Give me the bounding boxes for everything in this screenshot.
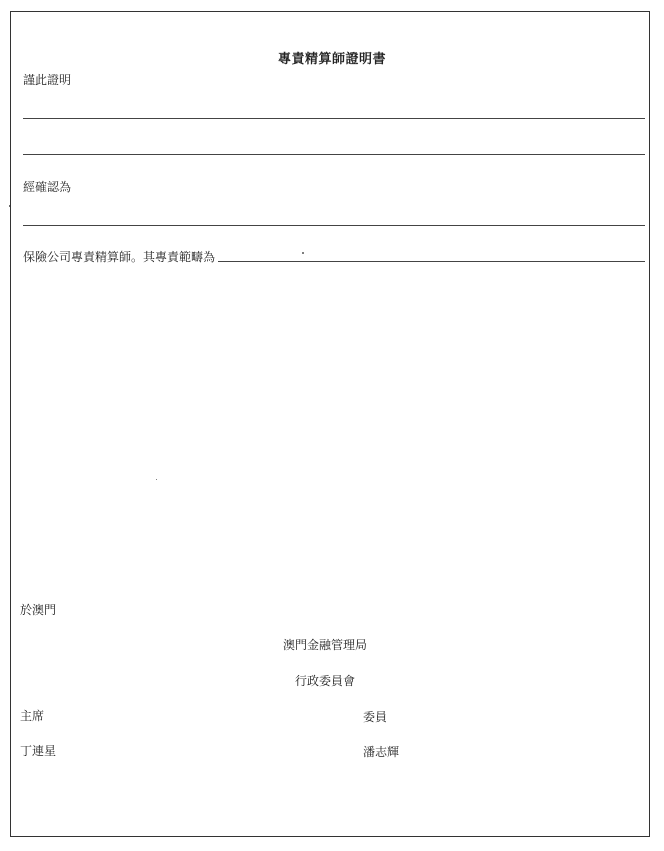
place-label: 於澳門 bbox=[20, 603, 57, 617]
scan-speck bbox=[302, 252, 304, 254]
certify-label: 謹此證明 bbox=[23, 73, 72, 87]
member-title: 委員 bbox=[363, 710, 388, 724]
fill-line-3 bbox=[23, 225, 645, 226]
scan-speck bbox=[156, 479, 157, 480]
chair-name: 丁連星 bbox=[20, 744, 57, 758]
scope-fill-line bbox=[218, 261, 645, 262]
member-name: 潘志輝 bbox=[363, 745, 400, 759]
fill-line-1 bbox=[23, 118, 645, 119]
committee-name: 行政委員會 bbox=[294, 674, 355, 688]
scope-label: 保險公司專責精算師。其專責範疇為 bbox=[23, 250, 216, 264]
scan-speck bbox=[9, 205, 10, 207]
fill-line-2 bbox=[23, 154, 645, 155]
document-border bbox=[10, 11, 650, 837]
chair-title: 主席 bbox=[20, 709, 45, 723]
document-title: 專責精算師證明書 bbox=[277, 52, 386, 67]
authority-name: 澳門金融管理局 bbox=[282, 638, 367, 652]
confirmed-label: 經確認為 bbox=[23, 180, 72, 194]
